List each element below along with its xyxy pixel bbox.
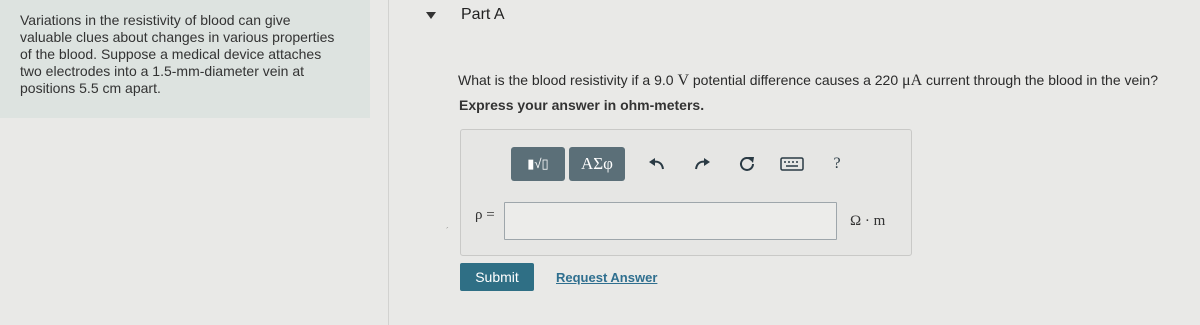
reset-icon[interactable] [730,147,764,181]
answer-unit-label: Ω · m [850,213,886,229]
math-toolbar [511,147,854,181]
problem-line: of the blood. Suppose a medical device attaches [20,46,322,62]
part-title: Part A [461,6,505,23]
problem-line: valuable clues about changes in various properties [20,29,335,45]
problem-line: positions 5.5 cm apart. [20,80,161,96]
unit-microamps: μA [902,72,923,89]
unit-volts: V [677,72,689,89]
templates-button[interactable]: ▮√▯ [511,147,565,181]
submit-button[interactable]: Submit [460,263,534,291]
problem-line: two electrodes into a 1.5-mm-diameter vein at [20,63,305,79]
answer-instruction: Express your answer in ohm-meters. [459,97,705,113]
help-icon[interactable]: ? [833,155,841,172]
answer-box [460,129,912,256]
request-answer-link[interactable]: Request Answer [556,270,658,285]
collapse-caret-icon[interactable] [426,12,436,19]
keyboard-icon[interactable] [775,147,809,181]
redo-icon[interactable] [685,147,719,181]
problem-line: Variations in the resistivity of blood can give [20,12,291,28]
panel-divider [388,0,389,325]
question-text: What is the blood resistivity if a 9.0 V potential difference causes a 220 μA current through the blood in the vein? [458,72,1158,89]
problem-statement-panel [0,0,370,118]
undo-icon[interactable] [640,147,674,181]
answer-input[interactable] [504,202,837,240]
problem-statement [20,12,356,97]
divider-mark: ´ [446,226,449,236]
greek-symbols-button[interactable]: ΑΣφ [569,147,625,181]
answer-variable-label: ρ = [475,207,495,223]
